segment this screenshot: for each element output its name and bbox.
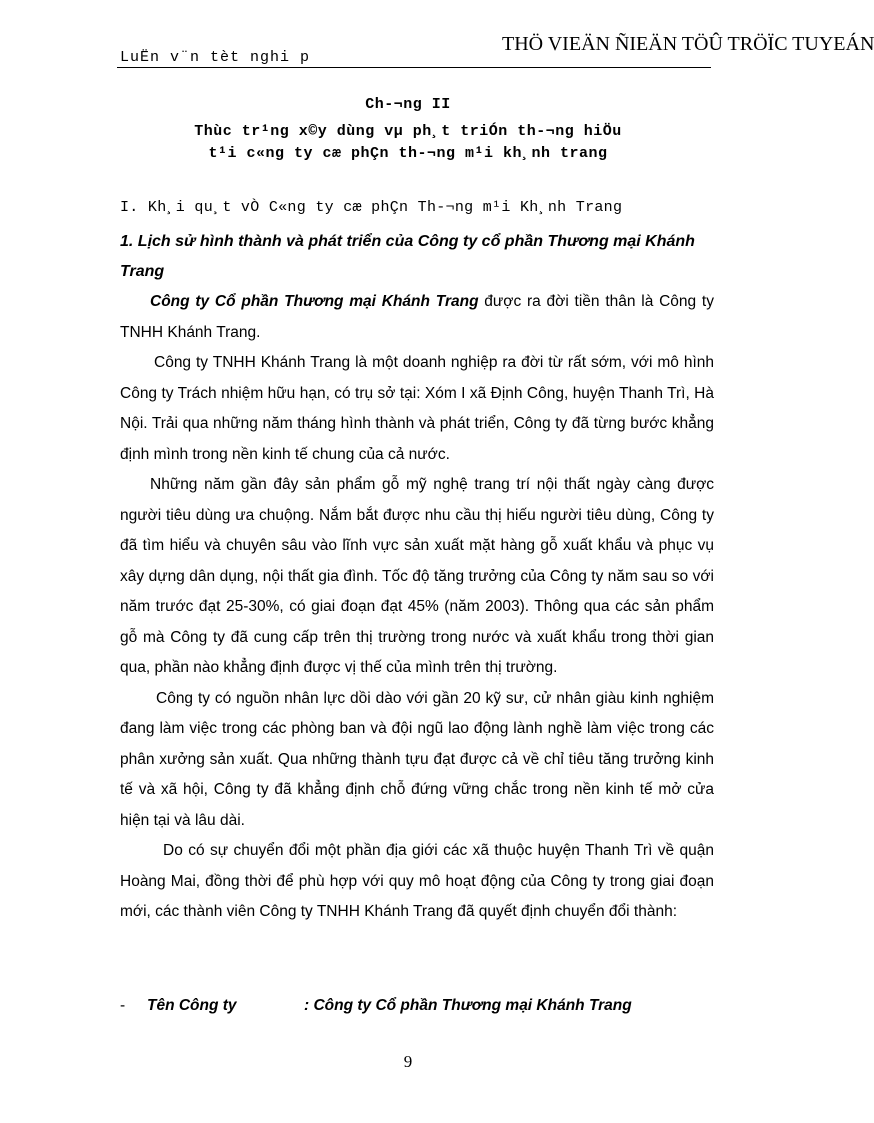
chapter-title-line2: t¹i c«ng ty cæ phÇn th-¬ng m¹i kh¸nh trang (208, 145, 608, 162)
paragraph-4: Công ty có nguồn nhân lực dồi dào với gần 20 kỹ sư, cử nhân giàu kinh nghiệm đang làm việc trong các phòng ban và đội ngũ lao động lành nghề làm việc trong các phân xưởng sản xuất. Qua những thành tựu đạt được cả về chỉ tiêu tăng trưởng kinh tế và xã hội, Công ty đã khẳng định chỗ đứng vững chắc trong nền kinh tế mở cửa hiện tại và lâu dài. (120, 689, 714, 829)
paragraph-3: Những năm gần đây sản phẩm gỗ mỹ nghệ trang trí nội thất ngày càng được người tiêu dùng ưa chuộng. Nắm bắt được nhu cầu thị hiếu người tiêu dùng, Công ty đã tìm hiểu và chuyên sâu vào lĩnh vực sản xuất mặt hàng gỗ xuất khẩu và phục vụ xây dựng dân dụng, nội thất gia đình. Tốc độ tăng trưởng của Công ty năm sau so với năm trước đạt 25-30%, có giai đoạn đạt 45% (năm 2003). Thông qua các sản phẩm gỗ mà Công ty đã cung cấp trên thị trường trong nước và xuất khẩu trong thời gian qua, phần nào khẳng định được vị thế của mình trên thị trường. (120, 476, 714, 676)
section-heading: I. Kh¸i qu¸t vÒ C«ng ty cæ phÇn Th-¬ng m¹i Kh¸nh Trang (120, 199, 623, 216)
page-number: 9 (403, 1052, 413, 1071)
header-library-title: THÖ VIEÄN ÑIEÄN TÖÛ TRÖÏC TUYEÁN (502, 33, 874, 55)
paragraph-2: Công ty TNHH Khánh Trang là một doanh nghiệp ra đời từ rất sớm, với mô hình Công ty Trách nhiệm hữu hạn, có trụ sở tại: Xóm I xã Định Công, huyện Thanh Trì, Hà Nội. Trải qua những năm tháng hình thành và phát triển, Công ty đã từng bước khẳng định mình trong nền kinh tế chung của cả nước. (120, 354, 714, 463)
list-label: Tên Công ty (147, 997, 237, 1014)
list-item-company-name (120, 997, 714, 1015)
chapter-number: Ch-¬ng II (365, 96, 451, 113)
paragraph-5: Do có sự chuyển đổi một phần địa giới các xã thuộc huyện Thanh Trì về quận Hoàng Mai, đồng thời để phù hợp với quy mô hoạt động của Công ty trong giai đoạn mới, các thành viên Công ty TNHH Khánh Trang đã quyết định chuyển đổi thành: (120, 842, 714, 920)
list-value: : Công ty Cổ phần Thương mại Khánh Trang (304, 997, 632, 1014)
subsection-heading: 1. Lịch sử hình thành và phát triển của Công ty cổ phần Thương mại Khánh Trang (120, 233, 695, 280)
list-dash: - (120, 997, 126, 1014)
header-divider (117, 67, 711, 68)
paragraph-1-text: được ra đời tiền thân là Công ty TNHH Khánh Trang. (120, 293, 714, 341)
header-thesis-label: LuËn v¨n tèt nghi p (120, 49, 311, 66)
company-name: Công ty Cổ phần Thương mại Khánh Trang (150, 293, 479, 310)
body-text (120, 287, 714, 928)
chapter-title-line1: Thùc tr¹ng x©y dùng vµ ph¸t triÓn th-¬ng hiÖu (194, 123, 622, 140)
paragraph-1 (120, 287, 714, 348)
